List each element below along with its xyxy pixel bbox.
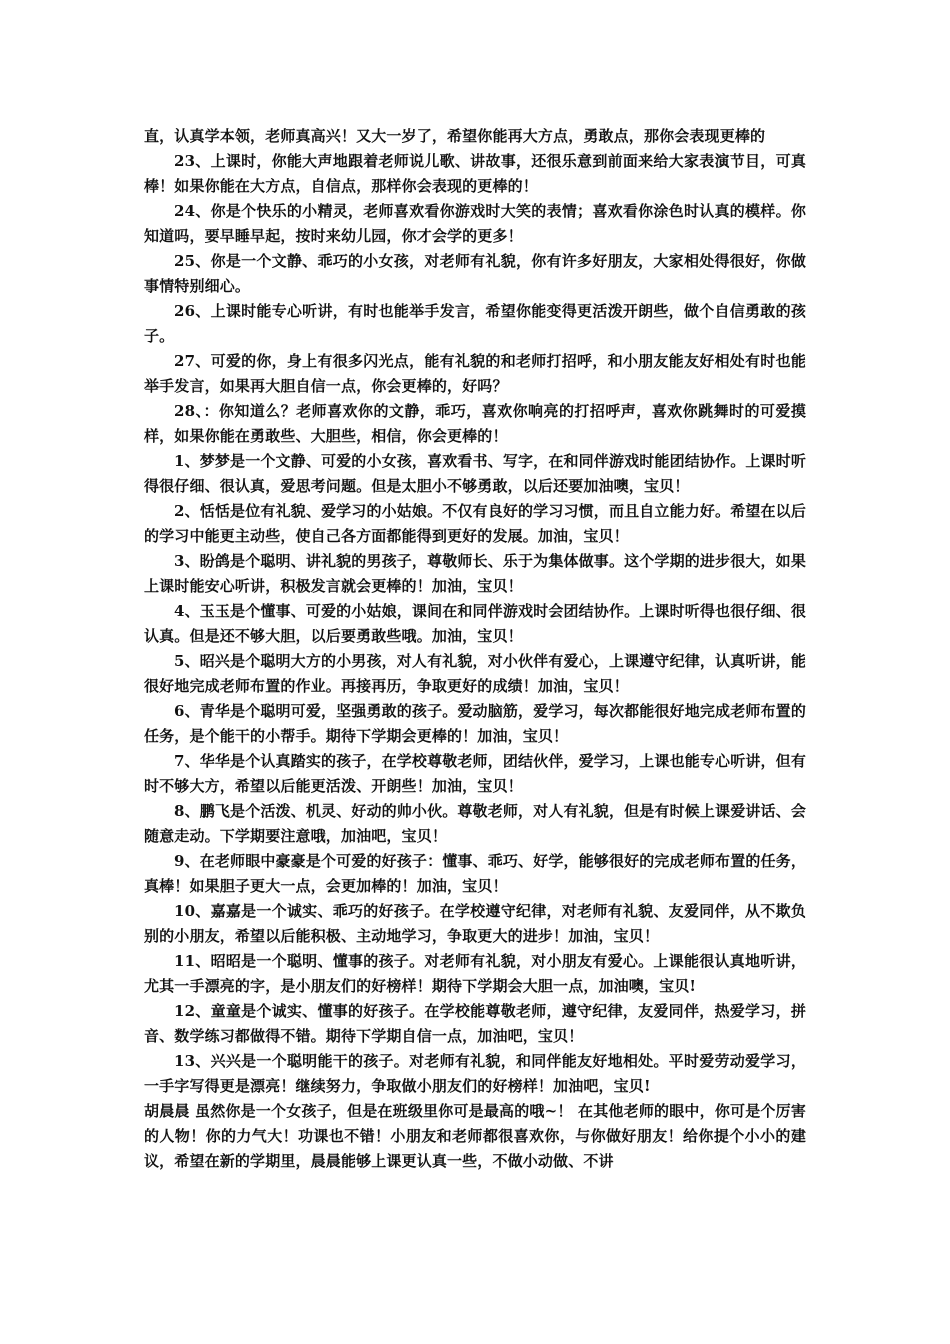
paragraph: 8、鹏飞是个活泼、机灵、好动的帅小伙。尊敬老师，对人有礼貌，但是有时候上课爱讲话、会随意走动。下学期要注意哦，加油吧，宝贝！: [144, 802, 806, 845]
paragraph: 4、玉玉是个懂事、可爱的小姑娘，课间在和同伴游戏时会团结协作。上课时听得也很仔细、很认真。但是还不够大胆，以后要勇敢些哦。加油，宝贝！: [144, 602, 806, 645]
paragraph: 11、昭昭是一个聪明、懂事的孩子。对老师有礼貌，对小朋友有爱心。上课能很认真地听讲，尤其一手漂亮的字，是小朋友们的好榜样！期待下学期会大胆一点，加油噢，宝贝!: [144, 952, 806, 995]
paragraph: 28、：你知道么？老师喜欢你的文静，乖巧，喜欢你响亮的打招呼声，喜欢你跳舞时的可爱摸样，如果你能在勇敢些、大胆些，相信，你会更棒的！: [144, 402, 806, 445]
paragraph: 26、上课时能专心听讲，有时也能举手发言，希望你能变得更活泼开朗些，做个自信勇敢的孩子。: [144, 302, 806, 345]
paragraph: 10、嘉嘉是一个诚实、乖巧的好孩子。在学校遵守纪律，对老师有礼貌、友爱同伴，从不欺负别的小朋友，希望以后能积极、主动地学习，争取更大的进步！加油，宝贝！: [144, 902, 806, 945]
paragraph: 24、你是个快乐的小精灵，老师喜欢看你游戏时大笑的表情；喜欢看你涂色时认真的模样。你知道吗，要早睡早起，按时来幼儿园，你才会学的更多！: [144, 202, 806, 245]
paragraph: 2、恬恬是位有礼貌、爱学习的小姑娘。不仅有良好的学习习惯，而且自立能力好。希望在以后的学习中能更主动些，使自己各方面都能得到更好的发展。加油，宝贝！: [144, 502, 806, 545]
paragraph: 27、可爱的你，身上有很多闪光点，能有礼貌的和老师打招呼，和小朋友能友好相处有时也能举手发言，如果再大胆自信一点，你会更棒的，好吗？: [144, 352, 806, 395]
paragraph: 6、青华是个聪明可爱，坚强勇敢的孩子。爱动脑筋，爱学习，每次都能很好地完成老师布置的任务，是个能干的小帮手。期待下学期会更棒的！加油，宝贝！: [144, 702, 806, 745]
paragraph: 1、梦梦是一个文静、可爱的小女孩，喜欢看书、写字，在和同伴游戏时能团结协作。上课时听得很仔细、很认真，爱思考问题。但是太胆小不够勇敢，以后还要加油噢，宝贝！: [144, 452, 806, 495]
paragraph: 9、在老师眼中豪豪是个可爱的好孩子：懂事、乖巧、好学，能够很好的完成老师布置的任务，真棒！如果胆子更大一点，会更加棒的！加油，宝贝！: [144, 852, 806, 895]
paragraph: 胡晨晨 虽然你是一个女孩子，但是在班级里你可是最高的哦~！ 在其他老师的眼中，你可是个厉害的人物！你的力气大！功课也不错！小朋友和老师都很喜欢你，与你做好朋友！给你提个小小的建议，希望在新的学期里，晨晨能够上课更认真一些，不做小动做、不讲: [144, 1102, 806, 1170]
paragraph: 12、童童是个诚实、懂事的好孩子。在学校能尊敬老师，遵守纪律，友爱同伴，热爱学习，拼音、数学练习都做得不错。期待下学期自信一点，加油吧，宝贝！: [144, 1002, 806, 1045]
paragraph: 13、兴兴是一个聪明能干的孩子。对老师有礼貌，和同伴能友好地相处。平时爱劳动爱学习，一手字写得更是漂亮！继续努力，争取做小朋友们的好榜样！加油吧，宝贝!: [144, 1052, 806, 1095]
paragraph: 25、你是一个文静、乖巧的小女孩，对老师有礼貌，你有许多好朋友，大家相处得很好，你做事情特别细心。: [144, 252, 806, 295]
paragraph: 直，认真学本领，老师真高兴！又大一岁了，希望你能再大方点，勇敢点，那你会表现更棒的: [144, 127, 766, 145]
paragraph: 5、昭兴是个聪明大方的小男孩，对人有礼貌，对小伙伴有爱心，上课遵守纪律，认真听讲，能很好地完成老师布置的作业。再接再历，争取更好的成绩！加油，宝贝！: [144, 652, 806, 695]
paragraph: 23、上课时，你能大声地跟着老师说儿歌、讲故事，还很乐意到前面来给大家表演节目，可真棒！如果你能在大方点，自信点，那样你会表现的更棒的！: [144, 152, 806, 195]
document-page: [144, 124, 806, 1174]
paragraph: 3、盼鸽是个聪明、讲礼貌的男孩子，尊敬师长、乐于为集体做事。这个学期的进步很大，如果上课时能安心听讲，积极发言就会更棒的！加油，宝贝！: [144, 552, 806, 595]
paragraph: 7、华华是个认真踏实的孩子，在学校尊敬老师，团结伙伴，爱学习，上课也能专心听讲，但有时不够大方，希望以后能更活泼、开朗些！加油，宝贝！: [144, 752, 806, 795]
